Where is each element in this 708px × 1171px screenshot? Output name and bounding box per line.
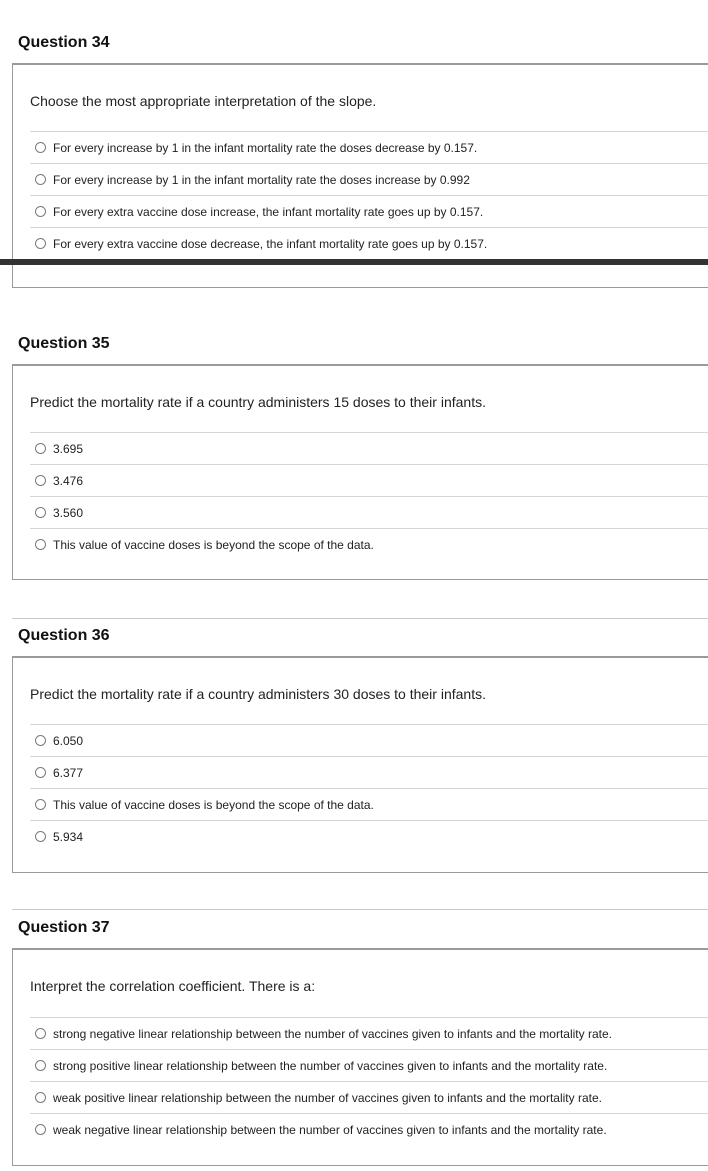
options-list (30, 724, 708, 852)
radio-button[interactable] (35, 539, 46, 550)
question-title: Question 36 (18, 627, 110, 644)
option-label: For every extra vaccine dose decrease, the infant mortality rate goes up by 0.157. (53, 236, 488, 251)
option[interactable] (30, 788, 708, 820)
question-header-divider (12, 618, 708, 619)
option[interactable] (30, 724, 708, 756)
question-prompt: Choose the most appropriate interpretation of the slope. (30, 93, 377, 109)
option-label: 3.695 (53, 441, 84, 456)
divider-bar (0, 259, 708, 265)
option-label: For every increase by 1 in the infant mortality rate the doses increase by 0.992 (53, 172, 470, 187)
radio-button[interactable] (35, 831, 46, 842)
radio-button[interactable] (35, 206, 46, 217)
option-label: This value of vaccine doses is beyond the scope of the data. (53, 537, 374, 552)
question-prompt: Predict the mortality rate if a country administers 15 doses to their infants. (30, 394, 486, 410)
option[interactable] (30, 820, 708, 852)
radio-button[interactable] (35, 142, 46, 153)
option[interactable] (30, 163, 708, 195)
option-label: For every increase by 1 in the infant mortality rate the doses decrease by 0.157. (53, 140, 478, 155)
radio-button[interactable] (35, 735, 46, 746)
option[interactable] (30, 756, 708, 788)
option[interactable] (30, 496, 708, 528)
question-title: Question 37 (18, 919, 110, 936)
question-body (12, 63, 708, 288)
option[interactable] (30, 195, 708, 227)
option-label: For every extra vaccine dose increase, the infant mortality rate goes up by 0.157. (53, 204, 484, 219)
question-title: Question 35 (18, 335, 110, 352)
radio-button[interactable] (35, 475, 46, 486)
radio-button[interactable] (35, 1028, 46, 1039)
radio-button[interactable] (35, 443, 46, 454)
radio-button[interactable] (35, 238, 46, 249)
option[interactable] (30, 227, 708, 259)
option[interactable] (30, 528, 708, 560)
question-body (12, 364, 708, 580)
question-title: Question 34 (18, 34, 110, 51)
option-label: strong negative linear relationship between the number of vaccines given to infants and the mortality rate. (53, 1026, 612, 1041)
question-body (12, 948, 708, 1166)
question-prompt: Interpret the correlation coefficient. There is a: (30, 978, 316, 994)
option-label: 6.377 (53, 765, 84, 780)
option-label: strong positive linear relationship between the number of vaccines given to infants and the mortality rate. (53, 1058, 608, 1073)
option-label: 6.050 (53, 733, 84, 748)
option-label: weak negative linear relationship between the number of vaccines given to infants and the mortality rate. (53, 1122, 607, 1137)
option[interactable] (30, 432, 708, 464)
question-header-divider (12, 909, 708, 910)
option[interactable] (30, 1017, 708, 1049)
radio-button[interactable] (35, 1060, 46, 1071)
options-list (30, 432, 708, 560)
option-label: weak positive linear relationship between the number of vaccines given to infants and the mortality rate. (53, 1090, 602, 1105)
option[interactable] (30, 131, 708, 163)
option-label: 3.476 (53, 473, 84, 488)
radio-button[interactable] (35, 767, 46, 778)
options-list (30, 131, 708, 259)
radio-button[interactable] (35, 1124, 46, 1135)
option[interactable] (30, 464, 708, 496)
option[interactable] (30, 1081, 708, 1113)
radio-button[interactable] (35, 799, 46, 810)
option-label: 5.934 (53, 829, 84, 844)
radio-button[interactable] (35, 174, 46, 185)
question-body (12, 656, 708, 873)
option-label: 3.560 (53, 505, 84, 520)
option-label: This value of vaccine doses is beyond the scope of the data. (53, 797, 374, 812)
option[interactable] (30, 1113, 708, 1145)
radio-button[interactable] (35, 1092, 46, 1103)
question-prompt: Predict the mortality rate if a country administers 30 doses to their infants. (30, 686, 486, 702)
options-list (30, 1017, 708, 1145)
radio-button[interactable] (35, 507, 46, 518)
option[interactable] (30, 1049, 708, 1081)
